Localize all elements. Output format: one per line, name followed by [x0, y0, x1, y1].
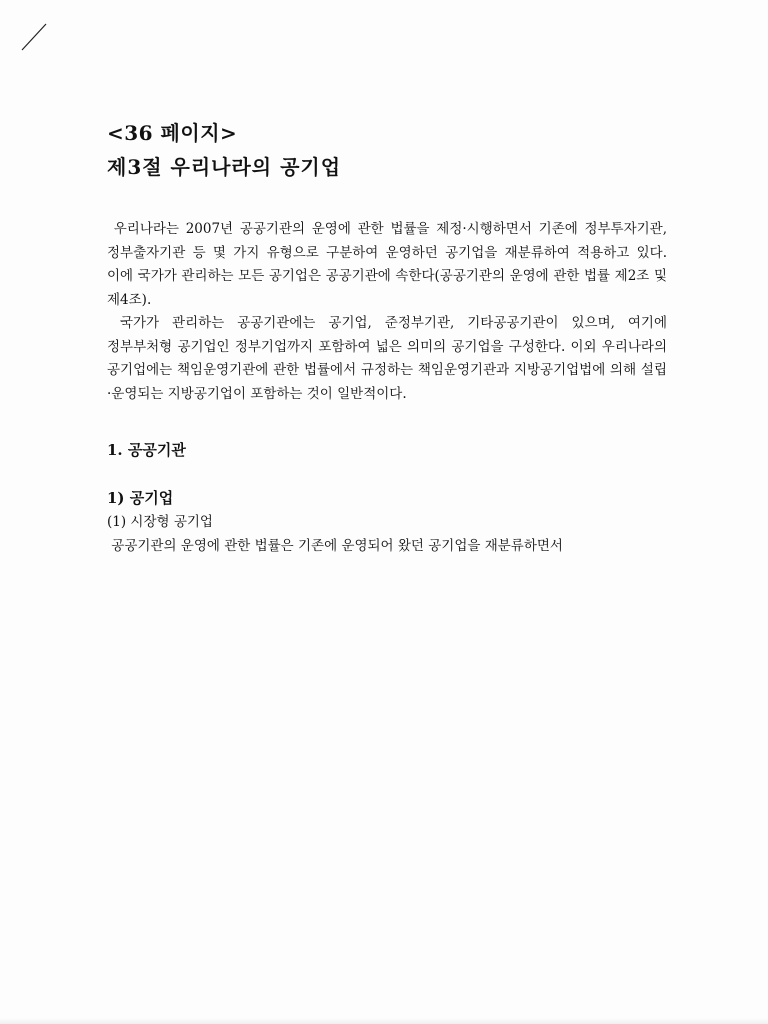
- paragraph-public-institutions-text: 국가가 관리하는 공공기관에는 공기업, 준정부기관, 기타공공기관이 있으며, 여기에 정부부처형 공기업인 정부기업까지 포함하여 넓은 의미의 공기업을 구성한다. 이외 우리나라의 공기업에는 책임운영기관에 관한 법률에서 규정하는 책임운영기관과 지방공기업법에 의해 설립·운영되는 지방공기업이 포함하는 것이 일반적이다.: [107, 315, 667, 402]
- paragraph-reclassification-text: 공공기관의 운영에 관한 법률은 기존에 운영되어 왔던 공기업을 재분류하면서: [111, 538, 563, 554]
- page-heading: <36 페이지>: [107, 121, 238, 145]
- paragraph-reclassification: [107, 535, 667, 559]
- paragraph-intro: [107, 218, 667, 312]
- heading-public-enterprise: 1) 공기업: [107, 489, 174, 507]
- document-body: [107, 118, 667, 559]
- paragraph-public-institutions: [107, 312, 667, 406]
- heading-market-type-enterprise: (1) 시장형 공기업: [107, 514, 213, 530]
- paragraph-intro-text: 우리나라는 2007년 공공기관의 운영에 관한 법률을 제정·시행하면서 기존에 정부투자기관, 정부출자기관 등 몇 가지 유형으로 구분하여 운영하던 공기업을 재분류하여 적용하고 있다. 이에 국가가 관리하는 모든 공기업은 공공기관에 속한다(공공기관의 운영에 관한 법률 제2조 및 제4조).: [107, 221, 668, 308]
- page-bottom-edge: [0, 1018, 768, 1024]
- section-title: 제3절 우리나라의 공기업: [107, 155, 342, 179]
- heading-public-institutions: 1. 공공기관: [107, 441, 186, 459]
- pen-stroke-mark: [18, 22, 50, 54]
